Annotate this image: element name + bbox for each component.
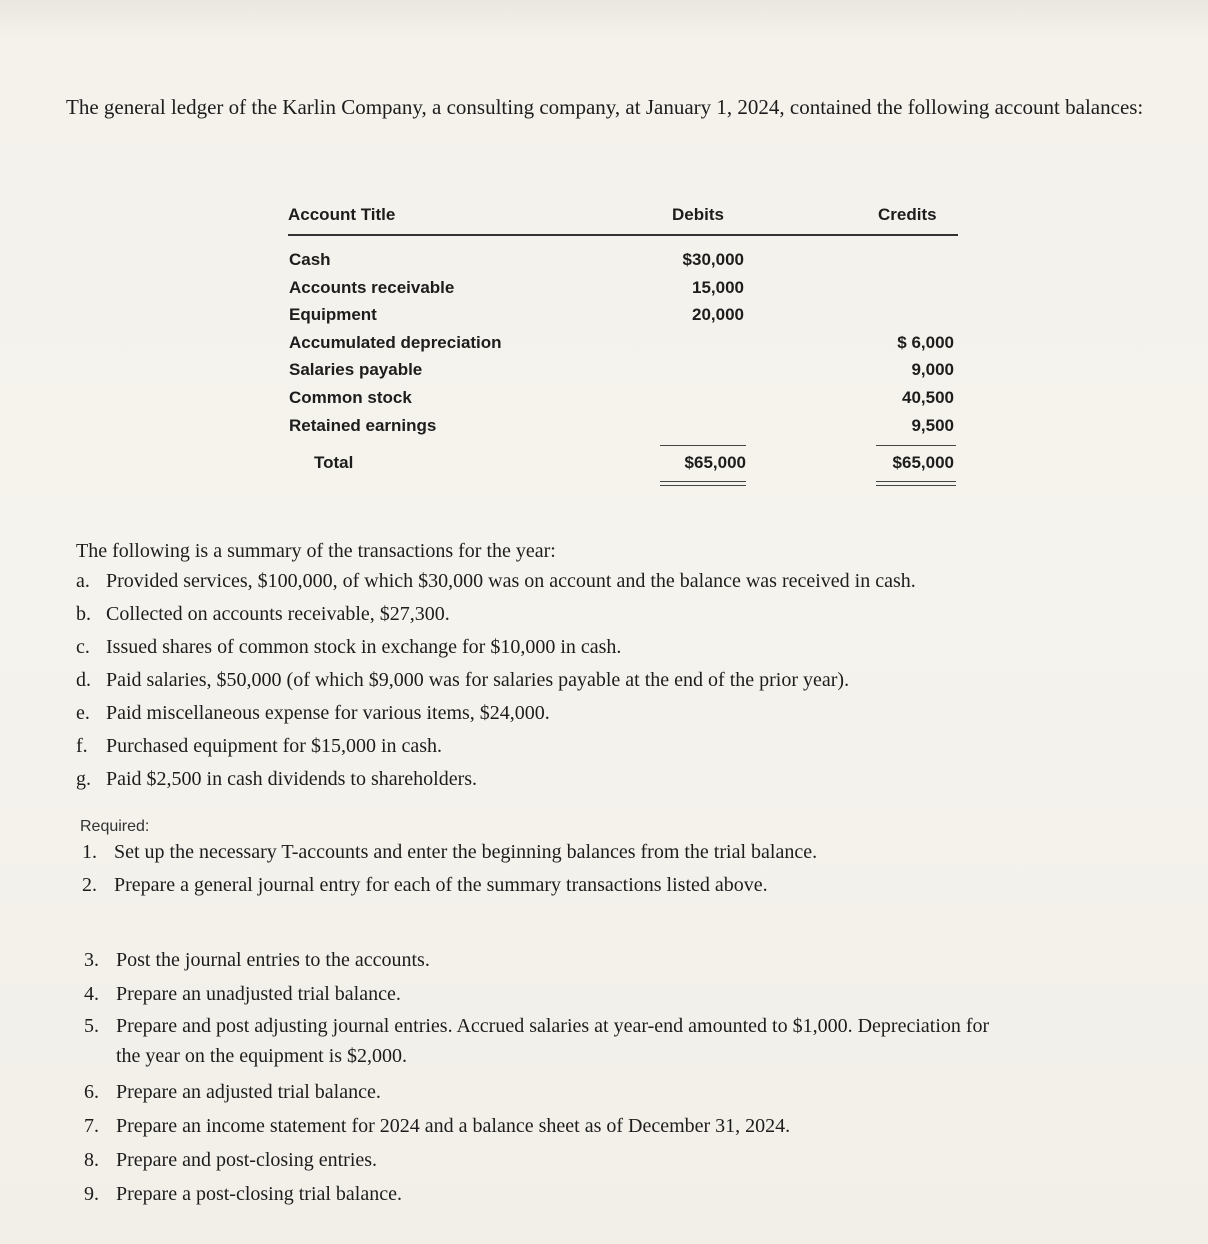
credit-value: 9,500 xyxy=(911,415,954,435)
total-row xyxy=(288,445,958,489)
item-label: d. xyxy=(76,669,91,691)
list-item xyxy=(76,697,1176,730)
list-item xyxy=(84,977,1174,1011)
account-name: Common stock xyxy=(289,387,412,407)
item-number: 7. xyxy=(84,1115,99,1137)
list-item xyxy=(82,836,1172,869)
intro-paragraph: The general ledger of the Karlin Company, a consulting company, at January 1, 2024, contained the following account balances: xyxy=(66,95,1144,119)
item-number: 4. xyxy=(84,983,99,1005)
item-number: 1. xyxy=(82,841,97,863)
list-item xyxy=(84,1075,1174,1109)
debit-value: 20,000 xyxy=(692,305,744,325)
header-credits: Credits xyxy=(878,205,937,224)
total-debit: $65,000 xyxy=(684,453,746,473)
list-item xyxy=(84,1143,1174,1177)
table-row xyxy=(288,331,958,359)
account-name: Accumulated depreciation xyxy=(289,332,502,352)
table-row xyxy=(288,276,958,304)
item-number: 9. xyxy=(84,1183,99,1205)
credit-value: $ 6,000 xyxy=(897,332,954,352)
debit-value: 15,000 xyxy=(692,277,744,297)
table-row xyxy=(288,358,958,386)
credit-value: 40,500 xyxy=(902,387,954,407)
trial-balance-table xyxy=(288,200,958,489)
item-text: Provided services, $100,000, of which $30,000 was on account and the balance was received in cash. xyxy=(106,570,916,592)
debit-value: $30,000 xyxy=(682,250,744,269)
item-label: a. xyxy=(76,570,90,592)
item-text: Prepare a general journal entry for each of the summary transactions listed above. xyxy=(114,874,768,896)
item-text: Paid salaries, $50,000 (of which $9,000 was for salaries payable at the end of the prior year). xyxy=(106,669,850,691)
item-text: Prepare an unadjusted trial balance. xyxy=(116,983,401,1005)
item-text: Paid $2,500 in cash dividends to shareholders. xyxy=(106,768,478,790)
requirements-list-first xyxy=(82,836,1172,902)
item-text: Prepare and post-closing entries. xyxy=(116,1149,378,1171)
account-name: Equipment xyxy=(289,305,377,325)
account-name: Salaries payable xyxy=(289,360,423,380)
item-text: Collected on accounts receivable, $27,300. xyxy=(106,603,450,625)
debit-total-rule xyxy=(660,445,746,446)
item-number: 2. xyxy=(82,874,97,896)
list-item xyxy=(76,598,1176,631)
requirements-list-second xyxy=(84,943,1174,1211)
list-item xyxy=(76,565,1176,598)
header-account-title: Account Title xyxy=(288,205,396,224)
credit-value: 9,000 xyxy=(911,360,954,380)
item-label: c. xyxy=(76,636,90,658)
debit-double-underline xyxy=(660,481,746,486)
account-name: Accounts receivable xyxy=(289,277,455,297)
item-number: 8. xyxy=(84,1149,99,1171)
table-row xyxy=(288,303,958,331)
item-text: Issued shares of common stock in exchange for $10,000 in cash. xyxy=(106,636,622,658)
item-label: e. xyxy=(76,702,90,724)
item-number: 5. xyxy=(84,1015,99,1037)
total-credit: $65,000 xyxy=(892,453,954,473)
item-text: Post the journal entries to the accounts. xyxy=(116,949,430,971)
credit-total-rule xyxy=(876,445,956,446)
list-item xyxy=(82,869,1172,902)
credit-double-underline xyxy=(876,481,956,486)
required-heading: Required: xyxy=(80,818,150,835)
item-text: Paid miscellaneous expense for various items, $24,000. xyxy=(106,702,550,724)
list-item xyxy=(84,943,1174,977)
table-row xyxy=(288,248,958,276)
list-item xyxy=(84,1109,1174,1143)
list-item xyxy=(84,1177,1174,1211)
total-label: Total xyxy=(314,453,354,473)
header-debits: Debits xyxy=(672,205,724,224)
table-header xyxy=(288,200,958,236)
table-body xyxy=(288,248,958,441)
item-text: Prepare an adjusted trial balance. xyxy=(116,1081,381,1103)
item-text: Prepare and post adjusting journal entries. Accrued salaries at year-end amounted to $1,000. Depreciation for xyxy=(116,1015,990,1037)
list-item xyxy=(76,664,1176,697)
account-name: Retained earnings xyxy=(289,415,437,435)
summary-intro: The following is a summary of the transactions for the year: xyxy=(76,540,556,562)
item-text: Set up the necessary T-accounts and enter the beginning balances from the trial balance. xyxy=(114,841,818,863)
table-row xyxy=(288,386,958,414)
item-text-continued: the year on the equipment is $2,000. xyxy=(116,1045,408,1067)
item-text: Prepare a post-closing trial balance. xyxy=(116,1183,402,1205)
list-item xyxy=(76,763,1176,796)
list-item xyxy=(76,631,1176,664)
table-row xyxy=(288,414,958,442)
item-label: b. xyxy=(76,603,91,625)
transaction-list xyxy=(76,565,1176,796)
list-item xyxy=(76,730,1176,763)
item-label: g. xyxy=(76,768,91,790)
list-item xyxy=(84,1011,1174,1075)
item-number: 6. xyxy=(84,1081,99,1103)
item-text: Prepare an income statement for 2024 and a balance sheet as of December 31, 2024. xyxy=(116,1115,791,1137)
item-label: f. xyxy=(76,735,88,757)
transactions-summary xyxy=(76,537,1176,796)
item-text: Purchased equipment for $15,000 in cash. xyxy=(106,735,443,757)
item-number: 3. xyxy=(84,949,99,971)
account-name: Cash xyxy=(289,250,331,269)
